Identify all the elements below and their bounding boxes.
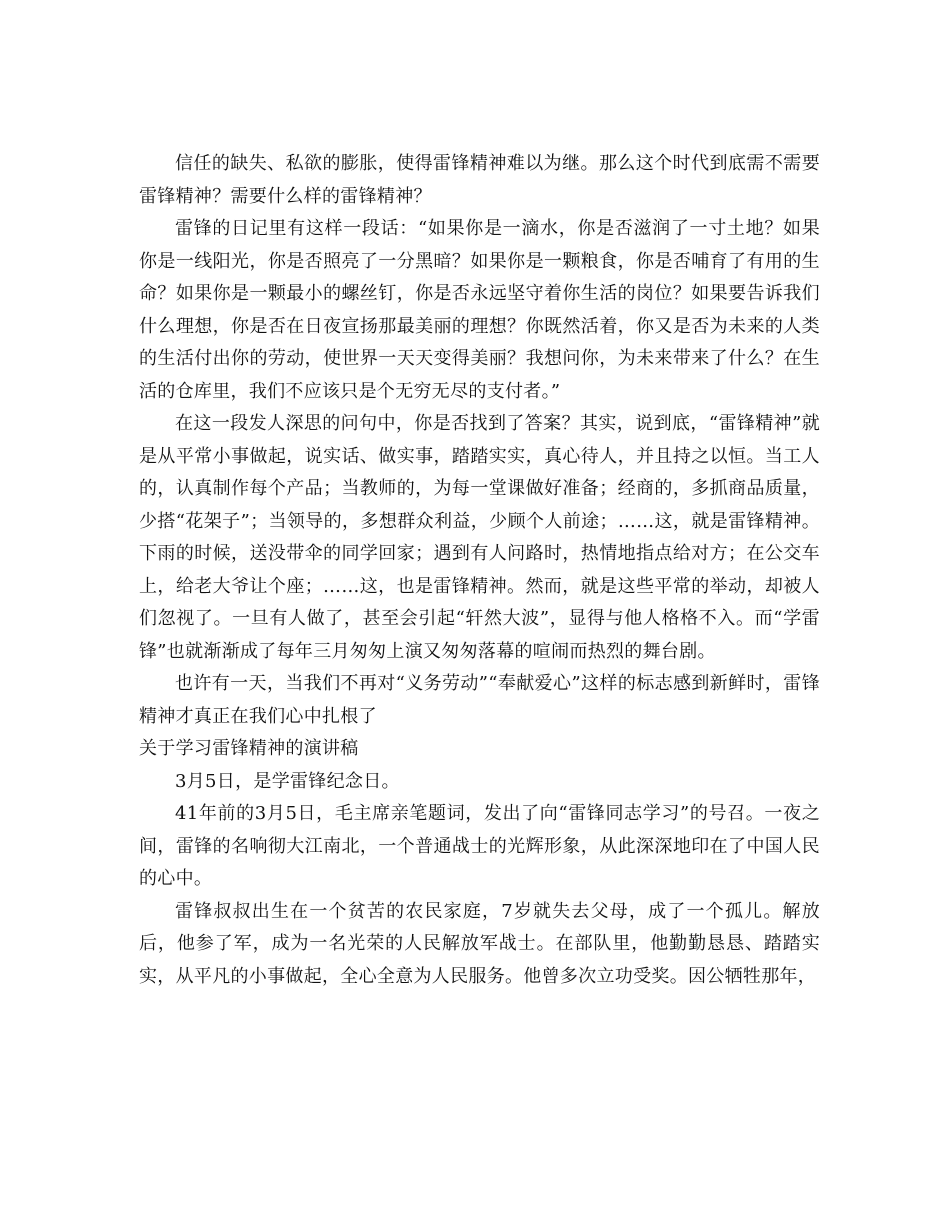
paragraph-2: 雷锋的日记里有这样一段话：“如果你是一滴水，你是否滋润了一寸土地？如果你是一线阳光，你是否照亮了一分黑暗？如果你是一颗粮食，你是否哺育了有用的生命？如果你是一颗最小的螺丝钉，你是否永远坚守着你生活的岗位？如果要告诉我们什么理想，你是否在日夜宣扬那最美丽的理想？你既然活着，你又是否为未来的人类的生活付出你的劳动，使世界一天天变得美丽？我想问你，为未来带来了什么？在生活的仓库里，我们不应该只是个无穷无尽的支付者。” xyxy=(139,218,820,402)
paragraph-5: 3月5日，是学雷锋纪念日。 xyxy=(175,770,400,792)
paragraph-4: 也许有一天，当我们不再对“义务劳动”“奉献爱心”这样的标志感到新鲜时，雷锋精神才真正在我们心中扎根了 xyxy=(139,673,820,727)
paragraph-6: 41年前的3月5日，毛主席亲笔题词，发出了向“雷锋同志学习”的号召。一夜之间，雷锋的名响彻大江南北，一个普通战士的光辉形象，从此深深地印在了中国人民的心中。 xyxy=(139,803,820,889)
paragraph-7: 雷锋叔叔出生在一个贫苦的农民家庭，7岁就失去父母，成了一个孤儿。解放后，他参了军，成为一名光荣的人民解放军战士。在部队里，他勤勤恳恳、踏踏实实，从平凡的小事做起，全心全意为人民服务。他曾多次立功受奖。因公牺牲那年， xyxy=(139,900,820,987)
paragraph-1: 信任的缺失、私欲的膨胀，使得雷锋精神难以为继。那么这个时代到底需不需要雷锋精神？需要什么样的雷锋精神？ xyxy=(139,153,820,207)
section-heading: 关于学习雷锋精神的演讲稿 xyxy=(139,738,359,759)
paragraph-3: 在这一段发人深思的问句中，你是否找到了答案？其实，说到底，“雷锋精神”就是从平常小事做起，说实话、做实事，踏踏实实，真心待人，并且持之以恒。当工人的，认真制作每个产品；当教师的，为每一堂课做好准备；经商的，多抓商品质量，少搭“花架子”；当领导的，多想群众利益，少顾个人前途；……这，就是雷锋精神。下雨的时候，送没带伞的同学回家；遇到有人问路时，热情地指点给对方；在公交车上，给老大爷让个座；……这，也是雷锋精神。然而，就是这些平常的举动，却被人们忽视了。一旦有人做了，甚至会引起“轩然大波”，显得与他人格格不入。而“学雷锋”也就渐渐成了每年三月匆匆上演又匆匆落幕的喧闹而热烈的舞台剧。 xyxy=(139,413,820,662)
